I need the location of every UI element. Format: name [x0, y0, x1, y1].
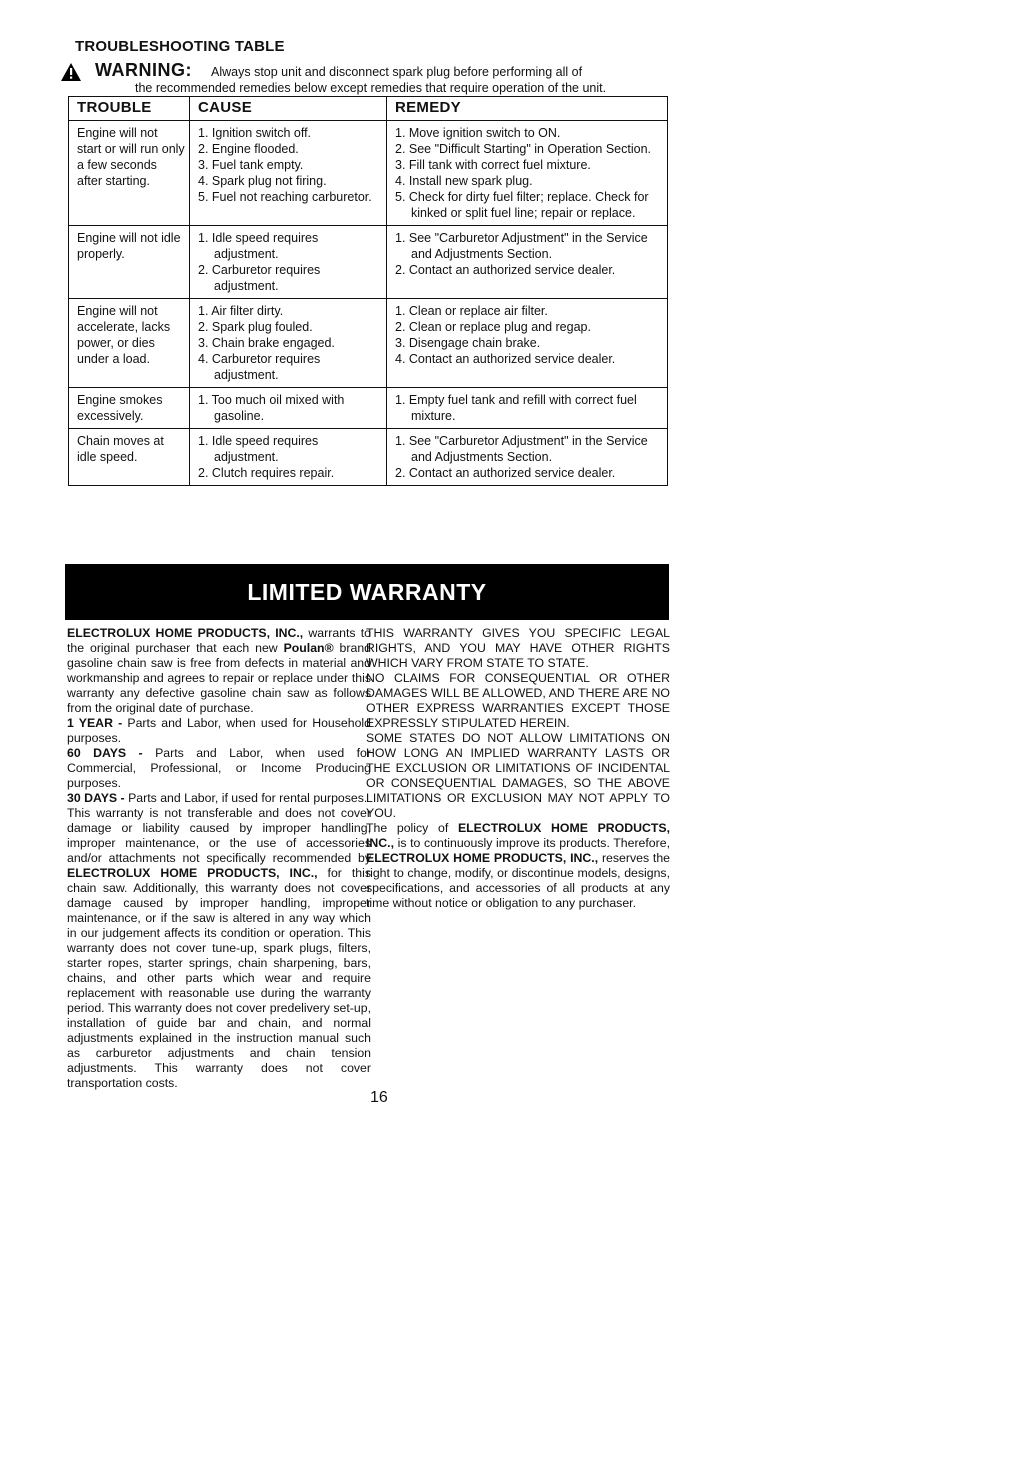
troubleshooting-table	[68, 96, 668, 486]
warranty-column-left	[67, 626, 371, 1091]
table-row	[69, 226, 668, 299]
claims-statement: NO CLAIMS FOR CONSEQUENTIAL OR OTHER DAMAGES WILL BE ALLOWED, AND THERE ARE NO OTHER EXPRESS WARRANTIES EXCEPT THOSE EXPRESSLY STIPULATED HEREIN.	[366, 671, 670, 730]
trouble-cell: Engine will not idle properly.	[69, 226, 190, 299]
cause-item: 3. Fuel tank empty.	[198, 158, 304, 172]
cause-item: 2. Spark plug fouled.	[198, 320, 313, 334]
trouble-cell: Engine will not accelerate, lacks power, or dies under a load.	[69, 299, 190, 388]
table-row	[69, 388, 668, 429]
remedy-cell	[387, 299, 668, 388]
header-trouble: TROUBLE	[69, 97, 190, 121]
remedy-cell	[387, 121, 668, 226]
warranty-banner: LIMITED WARRANTY	[65, 564, 669, 620]
policy-text-b: is to continuously improve its products. Therefore,	[397, 836, 670, 850]
table-body	[69, 121, 668, 486]
term-1	[67, 716, 371, 746]
term-text: Parts and Labor, when used for Commercial, Professional, or Income Producing purposes.	[67, 746, 371, 790]
term-label: 30 DAYS -	[67, 791, 125, 805]
remedy-item: 3. Fill tank with correct fuel mixture.	[395, 158, 591, 172]
trouble-cell: Chain moves at idle speed.	[69, 429, 190, 486]
remedy-item: 1. Move ignition switch to ON.	[395, 126, 561, 140]
policy-text-c: reserves the right to change, modify, or discontinue models, designs, specifications, and accessories of all products at any time without notice or obligation to any purchaser.	[366, 851, 670, 910]
warning-triangle-icon	[60, 62, 82, 82]
cause-item: 5. Fuel not reaching carburetor.	[198, 190, 372, 204]
remedy-cell	[387, 388, 668, 429]
states-statement: SOME STATES DO NOT ALLOW LIMITATIONS ON HOW LONG AN IMPLIED WARRANTY LASTS OR THE EXCLUSION OR LIMITATIONS OF INCIDENTAL OR CONSEQUENTIAL DAMAGES, SO THE ABOVE LIMITATIONS OR EXCLUSION MAY NOT APPLY TO YOU.	[366, 731, 670, 820]
remedy-item: 2. Clean or replace plug and regap.	[395, 320, 591, 334]
remedy-item: 2. See "Difficult Starting" in Operation Section.	[395, 142, 651, 156]
warning-label: WARNING:	[95, 60, 192, 80]
company-name: ELECTROLUX HOME PRODUCTS, INC.,	[67, 626, 304, 640]
remedy-item: 3. Disengage chain brake.	[395, 336, 541, 350]
remedy-item: 5. Check for dirty fuel filter; replace. Check for kinked or split fuel line; repair or replace.	[395, 190, 649, 220]
body-text-b: for this chain saw. Additionally, this warranty does not cover damage caused by improper handling, improper maintenance, or if the saw is altered in any way which in our judgement affects its condition or operation. This warranty does not cover tune-up, spark plugs, filters, starter ropes, starter springs, chain sharpening, bars, chains, and other parts which wear and require replacement with reasonable use during the warranty period. This warranty does not cover predelivery set-up, installation of guide bar and chain, and normal adjustments explained in the instruction manual such as carburetor adjustments and chain tension adjustments. This warranty does not cover transportation costs.	[67, 866, 371, 1090]
intro-text-a: warrants to the original purchaser that each new	[67, 626, 371, 655]
remedy-item: 2. Contact an authorized service dealer.	[395, 466, 616, 480]
page-number: 16	[370, 1089, 388, 1106]
table-row	[69, 121, 668, 226]
remedy-item: 4. Install new spark plug.	[395, 174, 533, 188]
term-label: 60 DAYS -	[67, 746, 143, 760]
intro-text-b: brand gasoline chain saw is free from defects in material and workmanship and agrees to repair or replace under this warranty any defective gasoline chain saw as follows from the original date of purchase.	[67, 641, 371, 715]
term-label: 1 YEAR -	[67, 716, 123, 730]
table-header-row	[69, 97, 668, 121]
header-remedy: REMEDY	[387, 97, 668, 121]
warning-text-line2: the recommended remedies below except remedies that require operation of the unit.	[135, 81, 607, 95]
warranty-body	[67, 806, 371, 1091]
term-text: Parts and Labor, if used for rental purposes.	[128, 791, 368, 805]
remedy-item: 1. See "Carburetor Adjustment" in the Service and Adjustments Section.	[395, 434, 648, 464]
body-text-a: This warranty is not transferable and does not cover damage or liability caused by improper handling, improper maintenance, or the use of accessories and/or attachments not specifically recommended by	[67, 806, 371, 865]
term-text: Parts and Labor, when used for Household purposes.	[67, 716, 371, 745]
remedy-item: 1. Empty fuel tank and refill with correct fuel mixture.	[395, 393, 637, 423]
remedy-item: 1. See "Carburetor Adjustment" in the Service and Adjustments Section.	[395, 231, 648, 261]
remedy-cell	[387, 429, 668, 486]
warning-text-line1: Always stop unit and disconnect spark plug before performing all of	[211, 65, 583, 79]
cause-cell	[190, 121, 387, 226]
cause-cell	[190, 388, 387, 429]
trouble-cell: Engine will not start or will run only a few seconds after starting.	[69, 121, 190, 226]
warranty-column-right	[366, 626, 670, 911]
cause-cell	[190, 299, 387, 388]
policy-company-name-2: ELECTROLUX HOME PRODUCTS, INC.,	[366, 851, 599, 865]
warranty-intro	[67, 626, 371, 716]
policy-company-name: ELECTROLUX HOME PRODUCTS, INC.,	[366, 821, 671, 850]
brand-name: Poulan®	[283, 641, 334, 655]
term-3	[67, 791, 371, 806]
cause-item: 2. Engine flooded.	[198, 142, 299, 156]
cause-item: 4. Spark plug not firing.	[198, 174, 327, 188]
table-row	[69, 429, 668, 486]
trouble-cell: Engine smokes excessively.	[69, 388, 190, 429]
remedy-cell	[387, 226, 668, 299]
remedy-item: 2. Contact an authorized service dealer.	[395, 263, 616, 277]
cause-item: 1. Air filter dirty.	[198, 304, 284, 318]
policy-text-a: The policy of	[366, 821, 449, 835]
remedy-item: 4. Contact an authorized service dealer.	[395, 352, 616, 366]
table-row	[69, 299, 668, 388]
term-2	[67, 746, 371, 791]
cause-item: 1. Idle speed requires adjustment.	[198, 434, 319, 464]
cause-cell	[190, 429, 387, 486]
policy-statement	[366, 821, 670, 911]
cause-cell	[190, 226, 387, 299]
cause-item: 3. Chain brake engaged.	[198, 336, 335, 350]
page-title: TROUBLESHOOTING TABLE	[75, 38, 285, 55]
header-cause: CAUSE	[190, 97, 387, 121]
body-company-name: ELECTROLUX HOME PRODUCTS, INC.,	[67, 866, 318, 880]
cause-item: 2. Clutch requires repair.	[198, 466, 335, 480]
remedy-item: 1. Clean or replace air filter.	[395, 304, 548, 318]
cause-item: 4. Carburetor requires adjustment.	[198, 352, 321, 382]
cause-item: 1. Ignition switch off.	[198, 126, 312, 140]
cause-item: 2. Carburetor requires adjustment.	[198, 263, 321, 293]
cause-item: 1. Idle speed requires adjustment.	[198, 231, 319, 261]
rights-statement: THIS WARRANTY GIVES YOU SPECIFIC LEGAL RIGHTS, AND YOU MAY HAVE OTHER RIGHTS WHICH VARY FROM STATE TO STATE.	[366, 626, 670, 670]
cause-item: 1. Too much oil mixed with gasoline.	[198, 393, 345, 423]
